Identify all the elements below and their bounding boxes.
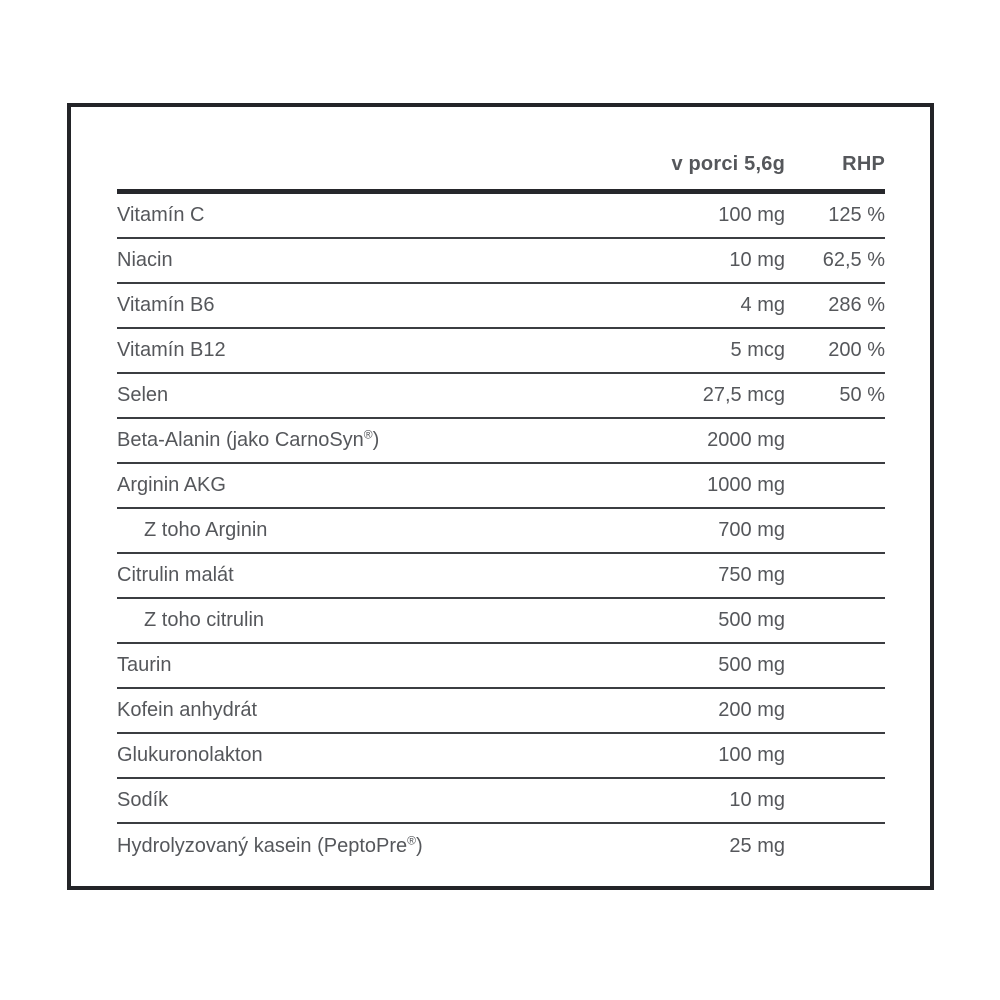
row-rhp-value: 200 %: [828, 339, 885, 361]
table-row: [117, 824, 885, 869]
column-header-amount: v porci 5,6g: [671, 153, 785, 175]
row-label-main: Vitamín C: [117, 204, 205, 226]
row-label-main: Z toho citrulin: [144, 609, 265, 631]
row-label-main: Glukuronolakton: [117, 744, 263, 766]
row-label-main: Arginin AKG: [117, 474, 226, 496]
row-label-tail: ): [372, 429, 380, 451]
row-label-main: Niacin: [117, 249, 173, 271]
table-row: [117, 554, 885, 599]
table-header-row: [117, 107, 885, 194]
row-ingredient-label: [117, 609, 625, 632]
row-label-main: Vitamín B6: [117, 294, 215, 316]
table-row: [117, 194, 885, 239]
row-ingredient-label: [117, 384, 625, 407]
row-amount-value: 10 mg: [729, 789, 785, 811]
table-row: [117, 509, 885, 554]
row-label-main: Vitamín B12: [117, 339, 226, 361]
row-ingredient-label: [117, 835, 625, 858]
row-ingredient-label: [117, 654, 625, 677]
row-ingredient-label: [117, 474, 625, 497]
row-label-main: Selen: [117, 384, 169, 406]
row-label-tail: ): [415, 835, 423, 857]
row-ingredient-label: [117, 249, 625, 272]
row-amount-value: 4 mg: [740, 294, 785, 316]
table-row: [117, 779, 885, 824]
row-ingredient-label: [117, 339, 625, 362]
row-ingredient-label: [117, 699, 625, 722]
table-row: [117, 599, 885, 644]
table-row: [117, 239, 885, 284]
row-amount-value: 750 mg: [718, 564, 785, 586]
nutrition-facts-panel: [67, 103, 934, 890]
table-row: [117, 734, 885, 779]
row-amount-value: 10 mg: [729, 249, 785, 271]
row-amount-value: 700 mg: [718, 519, 785, 541]
row-ingredient-label: [117, 789, 625, 812]
row-ingredient-label: [117, 204, 625, 227]
table-row: [117, 329, 885, 374]
row-ingredient-label: [117, 429, 625, 452]
row-ingredient-label: [117, 564, 625, 587]
row-amount-value: 5 mcg: [730, 339, 785, 361]
table-body: [117, 194, 885, 869]
row-label-trademark-sup: ®: [407, 835, 416, 848]
row-amount-value: 100 mg: [718, 204, 785, 226]
row-ingredient-label: [117, 294, 625, 317]
row-amount-value: 27,5 mcg: [702, 384, 785, 406]
nutrition-facts-table: [117, 107, 885, 869]
row-label-main: Hydrolyzovaný kasein (PeptoPre: [117, 835, 408, 857]
row-label-main: Z toho Arginin: [144, 519, 268, 541]
table-row: [117, 284, 885, 329]
row-amount-value: 500 mg: [718, 654, 785, 676]
row-label-main: Taurin: [117, 654, 172, 676]
table-row: [117, 374, 885, 419]
row-amount-value: 500 mg: [718, 609, 785, 631]
row-rhp-value: 125 %: [828, 204, 885, 226]
row-amount-value: 25 mg: [729, 835, 785, 857]
row-label-main: Kofein anhydrát: [117, 699, 258, 721]
row-amount-value: 1000 mg: [707, 474, 785, 496]
row-amount-value: 2000 mg: [707, 429, 785, 451]
row-rhp-value: 50 %: [839, 384, 885, 406]
row-label-main: Citrulin malát: [117, 564, 234, 586]
column-header-rhp: RHP: [842, 153, 885, 175]
row-amount-value: 100 mg: [718, 744, 785, 766]
table-row: [117, 689, 885, 734]
row-label-main: Sodík: [117, 789, 169, 811]
row-label-main: Beta-Alanin (jako CarnoSyn: [117, 429, 364, 451]
row-rhp-value: 286 %: [828, 294, 885, 316]
row-ingredient-label: [117, 744, 625, 767]
row-ingredient-label: [117, 519, 625, 542]
table-row: [117, 464, 885, 509]
row-amount-value: 200 mg: [718, 699, 785, 721]
table-row: [117, 644, 885, 689]
row-label-trademark-sup: ®: [363, 429, 373, 442]
row-rhp-value: 62,5 %: [822, 249, 885, 271]
table-row: [117, 419, 885, 464]
